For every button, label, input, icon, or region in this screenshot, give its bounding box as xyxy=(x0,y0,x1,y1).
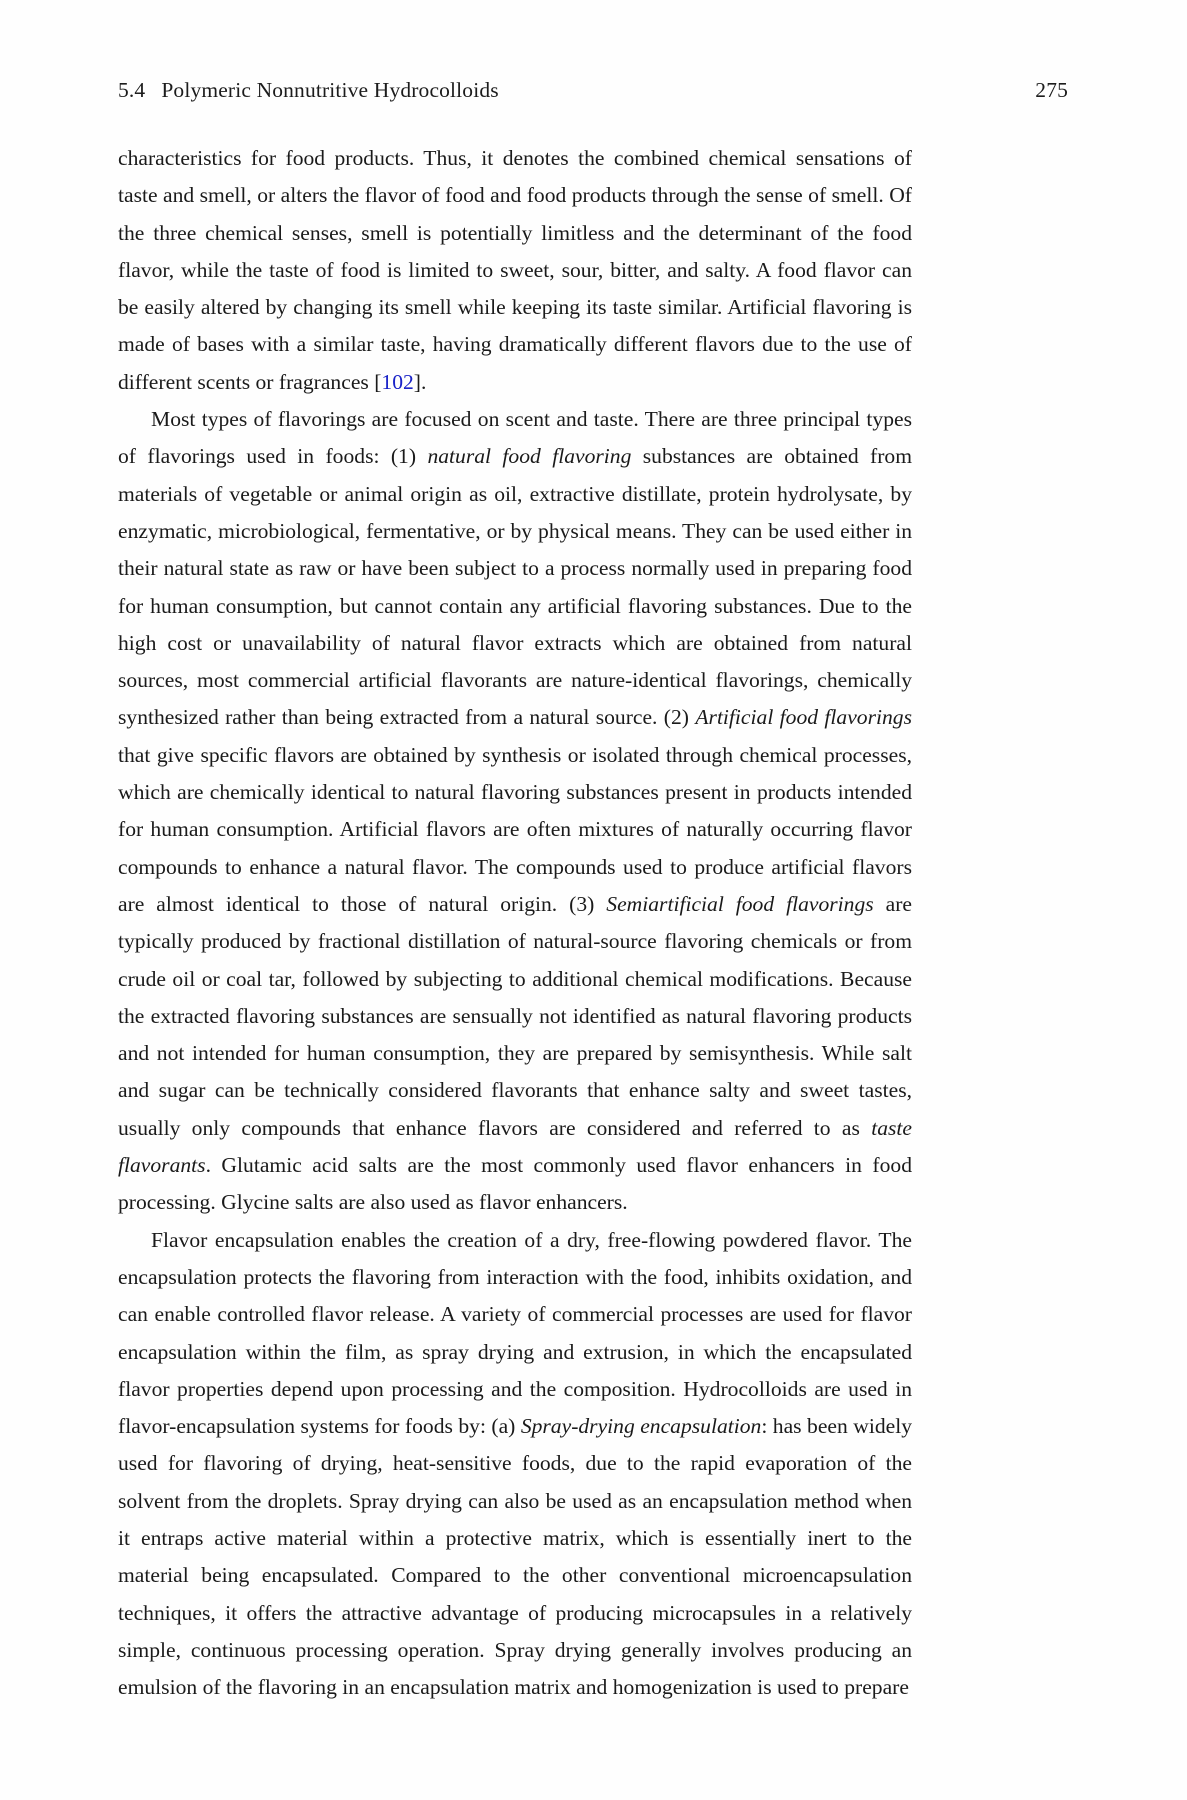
paragraph xyxy=(118,1222,912,1707)
paragraph xyxy=(118,140,912,401)
text-run: are typically produced by fractional distillation of natural-source flavoring chemicals or from crude oil or coal tar, followed by subjecting to additional chemical modifications. Because the extracted flavoring substances are sensually not identified as natural flavoring products and not intended for human consumption, they are prepared by semisynthesis. While salt and sugar can be technically considered flavorants that enhance salty and sweet tastes, usually only compounds that enhance flavors are considered and referred to as xyxy=(118,891,912,1140)
italic-term: Spray-drying encapsulation xyxy=(520,1414,762,1439)
text-run: characteristics for food products. Thus, it denotes the combined chemical sensations of taste and smell, or alters the flavor of food and food products through the sense of smell. Of the three chemical senses, smell is potentially limitless and the determinant of the food flavor, while the taste of food is limited to sweet, sour, bitter, and salty. A food flavor can be easily altered by changing its smell while keeping its taste similar. Artificial flavoring is made of bases with a similar taste, having dramatically different flavors due to the use of different scents or fragrances [ xyxy=(118,146,912,394)
text-run: : has been widely used for flavoring of drying, heat-sensitive foods, due to the rapid evaporation of the solvent from the droplets. Spray drying can also be used as an encapsulation method when it entraps active material within a protective matrix, which is essentially inert to the material being encapsulated. Compared to the other conventional microencapsulation techniques, it offers the attractive advantage of producing microcapsules in a relatively simple, continuous processing operation. Spray drying generally involves producing an emulsion of the flavoring in an encapsulation matrix and homogenization is used to prepare xyxy=(118,1414,913,1700)
section-title: Polymeric Nonnutritive Hydrocolloids xyxy=(161,78,499,102)
text-run: that give specific flavors are obtained by synthesis or isolated through chemical processes, which are chemically identical to natural flavoring substances present in products intended for human consumption. Artificial flavors are often mixtures of naturally occurring flavor compounds to enhance a natural flavor. The compounds used to produce artificial flavors are almost identical to those of natural origin. (3) xyxy=(118,742,912,916)
section-number: 5.4 xyxy=(118,78,146,102)
citation-link[interactable]: 102 xyxy=(381,369,414,394)
text-run: Most types of flavorings are focused on scent and taste. There are three principal types of flavorings used in foods: (1) xyxy=(118,407,912,469)
italic-term: Semiartificial food flavorings xyxy=(606,891,874,916)
text-run: ]. xyxy=(413,369,427,394)
italic-term: natural food flavoring xyxy=(427,444,632,469)
italic-term: Artificial food flavorings xyxy=(695,705,912,730)
text-run: Flavor encapsulation enables the creation of a dry, free-flowing powdered flavor. The encapsulation protects the flavoring from interaction with the food, inhibits oxidation, and can enable controlled flavor release. A variety of commercial processes are used for flavor encapsulation within the film, as spray drying and extrusion, in which the encapsulated flavor properties depend upon processing and the composition. Hydrocolloids are used in flavor-encapsulation systems for foods by: (a) xyxy=(118,1227,912,1439)
paragraph xyxy=(118,401,912,1222)
running-head-left xyxy=(118,78,499,103)
text-run: substances are obtained from materials of vegetable or animal origin as oil, extractive distillate, protein hydrolysate, by enzymatic, microbiological, fermentative, or by physical means. They can be used either in their natural state as raw or have been subject to a process normally used in preparing food for human consumption, but cannot contain any artificial flavoring substances. Due to the high cost or unavailability of natural flavor extracts which are obtained from natural sources, most commercial artificial flavorants are nature-identical flavorings, chemically synthesized rather than being extracted from a natural source. (2) xyxy=(118,444,912,730)
italic-term: taste flavorants xyxy=(118,1115,912,1178)
body-text-column xyxy=(118,140,912,1706)
running-head xyxy=(118,78,1068,103)
page-number: 275 xyxy=(1035,78,1068,102)
text-run: . Glutamic acid salts are the most commonly used flavor enhancers in food processing. Glycine salts are also used as flavor enhancers. xyxy=(118,1153,912,1215)
